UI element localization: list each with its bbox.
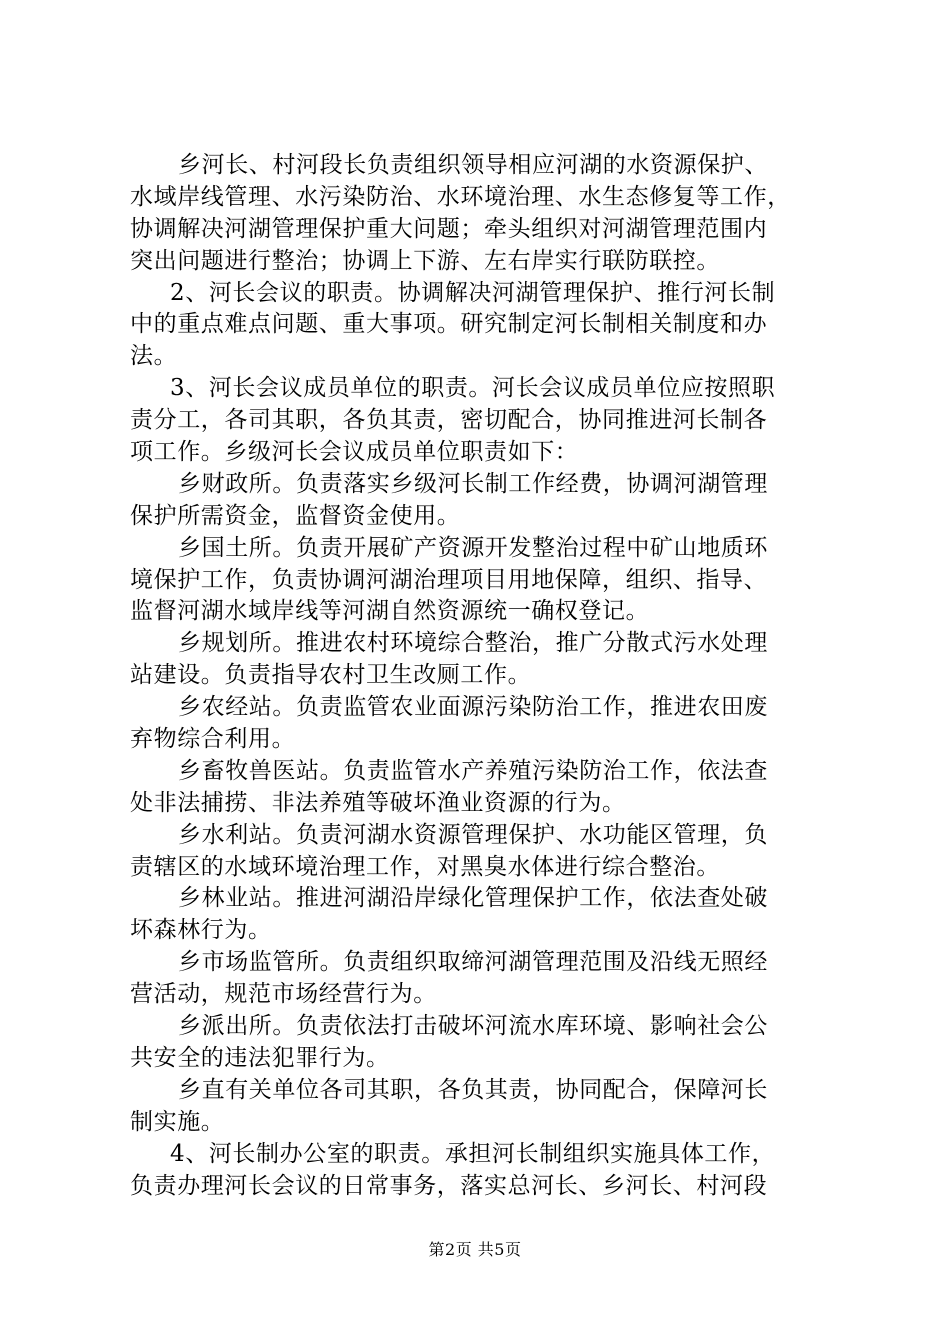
paragraph-line: 保护所需资金，监督资金使用。	[130, 502, 461, 529]
paragraph-line: 中的重点难点问题、重大事项。研究制定河长制相关制度和办	[130, 311, 768, 338]
paragraph	[130, 1139, 830, 1203]
paragraph-line: 乡畜牧兽医站。负责监管水产养殖污染防治工作，依法查	[178, 757, 768, 784]
paragraph	[130, 150, 830, 278]
paragraph-line: 站建设。负责指导农村卫生改厕工作。	[130, 662, 532, 689]
paragraph-line: 处非法捕捞、非法养殖等破坏渔业资源的行为。	[130, 789, 626, 816]
paragraph	[130, 278, 830, 374]
paragraph-line: 协调解决河湖管理保护重大问题；牵头组织对河湖管理范围内	[130, 215, 768, 242]
paragraph-line: 监督河湖水域岸线等河湖自然资源统一确权登记。	[130, 598, 650, 625]
paragraph-line: 2、河长会议的职责。协调解决河湖管理保护、推行河长制	[170, 279, 776, 306]
paragraph	[130, 1011, 830, 1075]
paragraph	[130, 947, 830, 1011]
page-footer: 第2页 共5页	[428, 1240, 522, 1259]
paragraph	[130, 692, 830, 756]
paragraph	[130, 756, 830, 820]
paragraph	[130, 533, 830, 629]
paragraph-line: 乡水利站。负责河湖水资源管理保护、水功能区管理，负	[178, 821, 768, 848]
paragraph-line: 乡财政所。负责落实乡级河长制工作经费，协调河湖管理	[178, 470, 768, 497]
paragraph-line: 乡市场监管所。负责组织取缔河湖管理范围及沿线无照经	[178, 949, 768, 976]
paragraph-line: 责分工，各司其职，各负其责，密切配合，协同推进河长制各	[130, 407, 768, 434]
paragraph-line: 乡规划所。推进农村环境综合整治，推广分散式污水处理	[178, 630, 768, 657]
paragraph-line: 营活动，规范市场经营行为。	[130, 981, 437, 1008]
paragraph-line: 坏森林行为。	[130, 917, 272, 944]
paragraph-line: 制实施。	[130, 1108, 225, 1135]
paragraph-line: 境保护工作，负责协调河湖治理项目用地保障，组织、指导、	[130, 566, 768, 593]
paragraph-line: 3、河长会议成员单位的职责。河长会议成员单位应按照职	[170, 375, 776, 402]
paragraph-line: 弃物综合利用。	[130, 726, 296, 753]
paragraph	[130, 883, 830, 947]
paragraph	[130, 373, 830, 469]
paragraph-line: 乡派出所。负责依法打击破坏河流水库环境、影响社会公	[178, 1013, 768, 1040]
paragraph-line: 水域岸线管理、水污染防治、水环境治理、水生态修复等工作，	[130, 183, 791, 210]
paragraph	[130, 469, 830, 533]
paragraph-line: 乡河长、村河段长负责组织领导相应河湖的水资源保护、	[178, 152, 768, 178]
paragraph-line: 4、河长制办公室的职责。承担河长制组织实施具体工作，	[170, 1140, 776, 1167]
paragraph-line: 乡直有关单位各司其职，各负其责，协同配合，保障河长	[178, 1076, 768, 1103]
paragraph-line: 共安全的违法犯罪行为。	[130, 1044, 390, 1071]
document-body	[130, 150, 830, 1202]
paragraph-line: 乡林业站。推进河湖沿岸绿化管理保护工作，依法查处破	[178, 885, 768, 912]
paragraph	[130, 628, 830, 692]
paragraph-line: 突出问题进行整治；协调上下游、左右岸实行联防联控。	[130, 247, 720, 274]
paragraph-line: 负责办理河长会议的日常事务，落实总河长、乡河长、村河段	[130, 1172, 768, 1199]
paragraph-line: 项工作。乡级河长会议成员单位职责如下：	[130, 439, 579, 466]
paragraph-line: 乡国土所。负责开展矿产资源开发整治过程中矿山地质环	[178, 534, 768, 561]
paragraph-line: 法。	[130, 343, 178, 370]
paragraph-line: 乡农经站。负责监管农业面源污染防治工作，推进农田废	[178, 694, 768, 721]
paragraph-line: 责辖区的水域环境治理工作，对黑臭水体进行综合整治。	[130, 853, 720, 880]
paragraph	[130, 820, 830, 884]
paragraph	[130, 1075, 830, 1139]
